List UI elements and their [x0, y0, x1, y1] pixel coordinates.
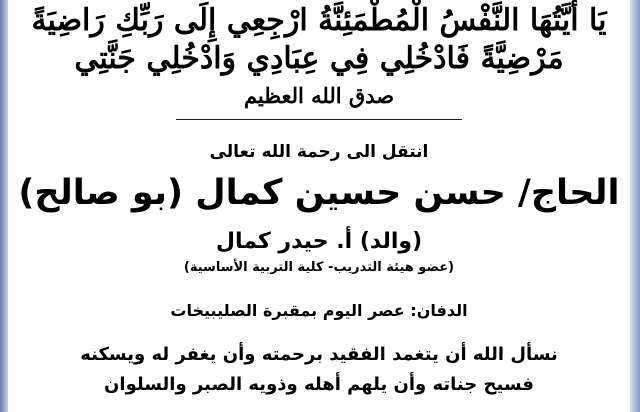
divider-line: [176, 119, 462, 120]
quran-verse-line-2: مَرْضِيَّةً فَادْخُلِي فِي عِبَادِي وَادْخُلِي جَنَّتِي: [74, 41, 564, 76]
deceased-name: الحاج/ حسن حسين كمال (بو صالح): [18, 173, 620, 213]
obituary-card: [14, 0, 624, 412]
announcement: انتقل الى رحمة الله تعالى: [209, 142, 429, 162]
burial-info: الدفان: عصر اليوم بمقبرة الصليبيخات: [170, 301, 468, 320]
right-border-strip: [630, 0, 640, 412]
quran-verse-line-1: يَا أَيَّتُهَا النَّفْسُ الْمُطْمَئِنَّةُ ارْجِعِي إِلَى رَبِّكِ رَاضِيَةً: [31, 3, 607, 38]
left-border-strip: [0, 0, 8, 412]
father-of-line: (والد) أ. حيدر كمال: [215, 229, 423, 254]
prayer-line-2: فسيح جناته وأن يلهم أهله وذويه الصبر والسلوان: [104, 374, 534, 395]
position-note: (عضو هيئة التدريب- كلية التربية الأساسية): [183, 260, 455, 275]
prayer-line-1: نسأل الله أن يتغمد الفقيد برحمته وأن يغفر له ويسكنه: [80, 344, 558, 365]
verse-closing: صدق الله العظيم: [243, 83, 395, 108]
